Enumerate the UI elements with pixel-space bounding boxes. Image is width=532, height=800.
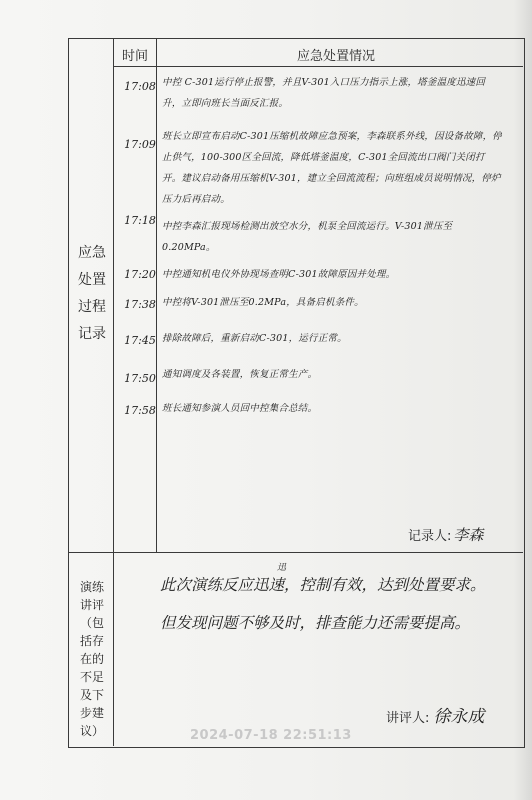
entry-time: 17:50 xyxy=(124,372,156,385)
reviewer-name: 徐永成 xyxy=(433,707,485,727)
review-label: 演练 讲评 （包 括存 在的 不足 及下 步建 议） xyxy=(79,580,104,738)
entry-text: 排除故障后，重新启动C-301，运行正常。 xyxy=(162,333,347,344)
situation-column-header: 应急处置情况 xyxy=(297,49,376,64)
entry-text: 中控将V-301泄压至0.2MPa，具备启机条件。 xyxy=(162,297,364,308)
entry-text: 中控通知机电仪外协现场查明C-301故障原因并处理。 xyxy=(162,269,396,280)
entry-time: 17:58 xyxy=(124,404,156,417)
recorder-name: 李森 xyxy=(453,526,484,544)
entry-text: 中控李森汇报现场检测出放空水分，机泵全回流运行。V-301泄压至0.20MPa。 xyxy=(162,221,453,253)
recorder-signature-line xyxy=(408,524,483,545)
entry-time: 17:20 xyxy=(124,268,156,281)
photo-timestamp: 2024-07-18 22:51:13 xyxy=(190,728,352,743)
recorder-label: 记录人: xyxy=(408,529,452,544)
entry-time: 17:08 xyxy=(124,80,156,93)
entry-text: 中控 C-301运行停止报警，并且V-301入口压力指示上涨，塔釜温度迅速回升，立即向班长当面反汇报。 xyxy=(162,77,486,109)
time-column-divider xyxy=(156,38,157,552)
review-line: 此次演练反应迅速，控制有效，达到处置要求。 xyxy=(160,576,486,594)
section-divider xyxy=(68,552,523,553)
review-line: 但发现问题不够及时，排查能力还需要提高。 xyxy=(160,614,471,632)
review-column-divider xyxy=(113,552,114,746)
inserted-character: 迅 xyxy=(277,563,287,573)
entry-text: 班长立即宣布启动C-301压缩机故障应急预案，李森联系外线，因设备故障，停止供气，100-300区全回流，降低塔釜温度，C-301全回流出口阀门关闭打开。建议启动备用压缩机V-301，建立全回流流程；向班组成员说明情况，停炉压力后再启动。 xyxy=(162,131,502,205)
entry-time: 17:18 xyxy=(124,214,156,227)
process-record-label: 应急 处置 过程 记录 xyxy=(78,245,106,342)
reviewer-signature-line xyxy=(386,702,484,727)
header-row-divider xyxy=(113,66,523,67)
entry-time: 17:38 xyxy=(124,298,156,311)
time-column-header: 时间 xyxy=(122,49,149,64)
entry-time: 17:45 xyxy=(124,334,156,347)
label-column-divider xyxy=(113,38,114,552)
entry-text: 通知调度及各装置，恢复正常生产。 xyxy=(162,369,318,380)
review-comments xyxy=(160,566,505,642)
entry-time: 17:09 xyxy=(124,138,156,151)
reviewer-label: 讲评人: xyxy=(386,711,430,726)
entry-text: 班长通知参演人员回中控集合总结。 xyxy=(162,403,318,414)
